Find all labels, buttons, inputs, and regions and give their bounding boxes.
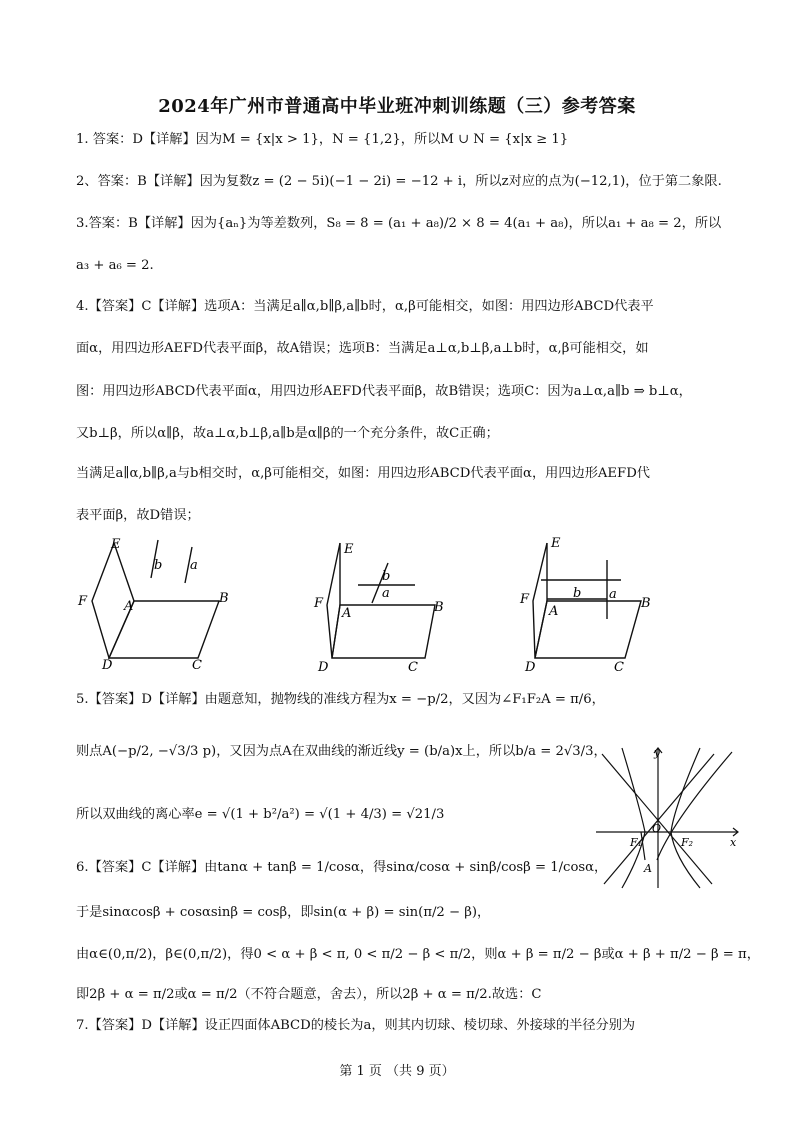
label-c-2: C [408,660,418,675]
figure-planes-2 [310,535,460,675]
label-line-a-3: a [609,587,617,602]
label-line-a-2: a [382,586,390,601]
label-d-3: D [525,660,536,675]
label-c-3: C [614,660,624,675]
hyperbola-label-f2: F₂ [681,836,694,849]
answer-4-line-4: 又b⊥β，所以α∥β，故a⊥α,b⊥β,a∥b是α∥β的一个充分条件，故C正确； [76,426,499,441]
answer-4-line-1: 4.【答案】C【详解】选项A：当满足a∥α,b∥β,a∥b时，α,β可能相交，如图：用四边形ABCD代表平 [76,299,654,314]
answer-1: 1. 答案：D【详解】因为M = {x|x > 1}，N = {1,2}，所以M ∪ N = {x|x ≥ 1} [76,132,569,147]
answer-3-line-1: 3.答案：B【详解】因为{aₙ}为等差数列，S₈ = 8 = (a₁ + a₈)/2 × 8 = 4(a₁ + a₈)，所以a₁ + a₈ = 2，所以 [76,216,722,231]
hyperbola-label-o: O [652,822,662,835]
hyperbola-label-x: x [730,836,737,849]
label-line-a-1: a [190,558,198,573]
label-line-b-1: b [154,558,163,573]
answer-5-line-2: 则点A(−p/2, −√3/3 p)，又因为点A在双曲线的渐近线y = (b/a)x上，所以b/a = 2√3/3， [76,744,607,759]
answer-4-line-5: 当满足a∥α,b∥β,a与b相交时，α,β可能相交，如图：用四边形ABCD代表平面α，用四边形AEFD代 [76,466,650,481]
page-title: 2024年广州市普通高中毕业班冲刺训练题（三）参考答案 [158,96,636,117]
hyperbola-label-f1: F₁ [630,836,643,849]
label-e-1: E [111,537,121,552]
answer-6-line-3: 由α∈(0,π/2)，β∈(0,π/2)，得0 < α + β < π, 0 < π/2 − β < π/2，则α + β = π/2 − β或α + β + π/2 − β = π， [76,947,760,962]
figure-planes-3 [517,535,667,675]
label-e-3: E [551,536,561,551]
label-c-1: C [192,658,202,673]
answer-7-line-1: 7.【答案】D【详解】设正四面体ABCD的棱长为a，则其内切球、棱切球、外接球的半径分别为 [76,1018,636,1033]
answer-3-line-2: a₃ + a₆ = 2. [76,258,154,273]
label-a-2: A [342,606,352,621]
label-b-2: B [434,600,444,615]
hyperbola-label-y: y [654,746,661,759]
label-d-1: D [102,658,113,673]
answer-4-line-3: 图：用四边形ABCD代表平面α，用四边形AEFD代表平面β，故B错误；选项C：因为a⊥α,a∥b ⇒ b⊥α， [76,384,692,399]
label-a-1: A [124,599,134,614]
label-f-1: F [78,594,88,609]
label-line-b-2: b [382,569,391,584]
label-a-3: A [549,604,559,619]
answer-6-line-4: 即2β + α = π/2或α = π/2（不符合题意，舍去），所以2β + α = π/2.故选：C [76,987,542,1002]
label-d-2: D [318,660,329,675]
answer-4-line-2: 面α，用四边形AEFD代表平面β，故A错误；选项B：当满足a⊥α,b⊥β,a⊥b时，α,β可能相交，如 [76,341,649,356]
label-b-1: B [219,591,229,606]
answer-5-line-3: 所以双曲线的离心率e = √(1 + b²/a²) = √(1 + 4/3) = √21/3 [76,807,445,822]
hyperbola-label-a: A [644,862,652,875]
answer-6-line-1: 6.【答案】C【详解】由tanα + tanβ = 1/cosα，得sinα/cosα + sinβ/cosβ = 1/cosα， [76,860,608,875]
label-e-2: E [344,542,354,557]
label-b-3: B [641,596,651,611]
answer-4-line-6: 表平面β，故D错误； [76,508,200,523]
page-footer: 第 1 页 （共 9 页） [339,1064,455,1079]
answer-5-line-1: 5.【答案】D【详解】由题意知，抛物线的准线方程为x = −p/2，又因为∠F₁F₂A = π/6， [76,692,605,707]
figure-planes-1 [74,535,244,675]
label-f-3: F [520,592,530,607]
label-line-b-3: b [573,586,582,601]
answer-2: 2、答案：B【详解】因为复数z = (2 − 5i)(−1 − 2i) = −12 + i，所以z对应的点为(−12,1)，位于第二象限. [76,174,722,189]
label-f-2: F [314,596,324,611]
figure-hyperbola [592,742,742,890]
answer-6-line-2: 于是sinαcosβ + cosαsinβ = cosβ，即sin(α + β) = sin(π/2 − β)， [76,905,491,920]
